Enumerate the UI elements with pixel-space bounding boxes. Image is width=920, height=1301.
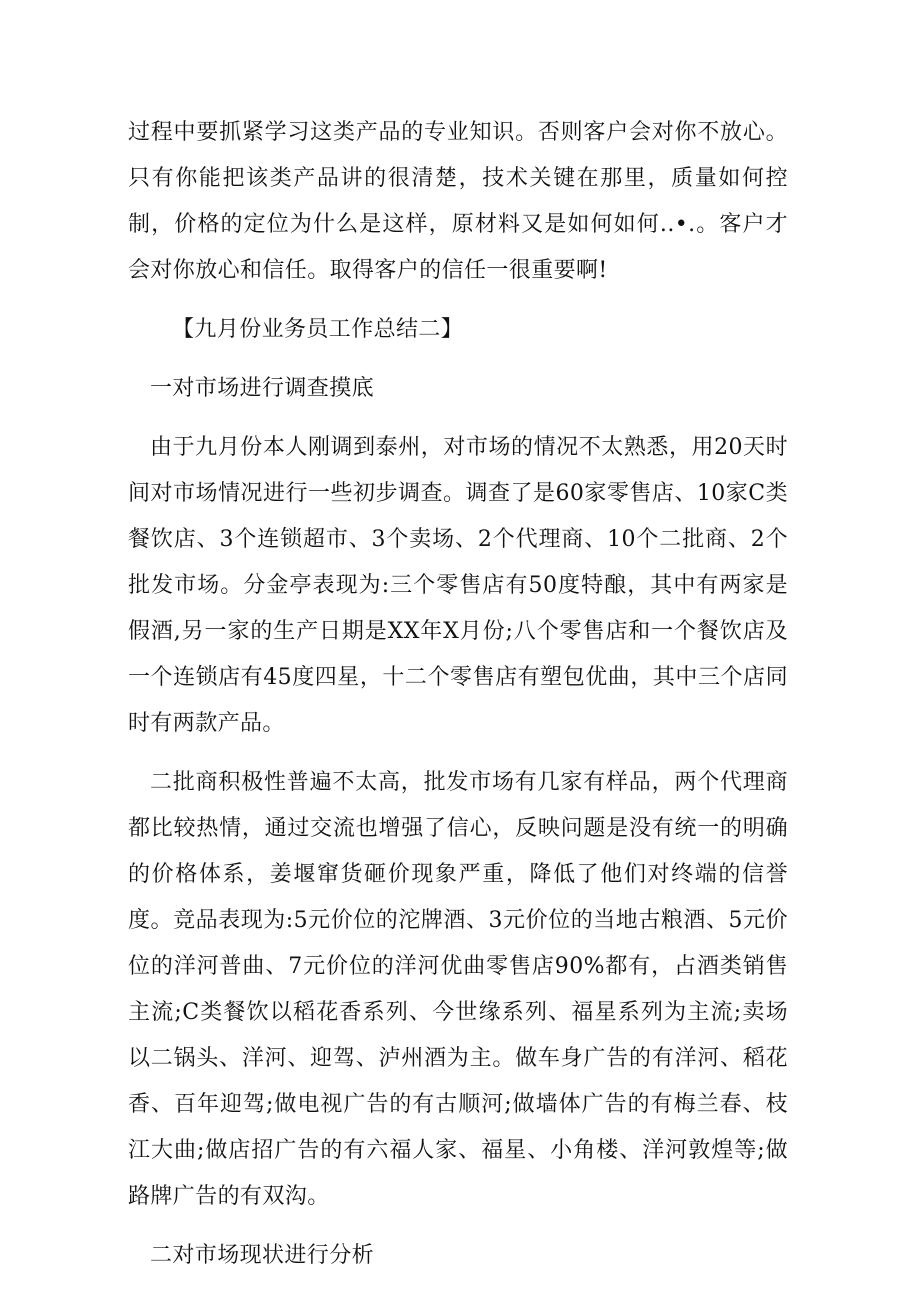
document-body: [128, 110, 788, 1292]
section-title: 【九月份业务员工作总结二】: [172, 317, 464, 342]
subheading-market-analysis: 二对市场现状进行分析: [150, 1243, 375, 1268]
subheading-market-survey: 一对市场进行调查摸底: [150, 376, 375, 401]
paragraph-survey-details: 由于九月份本人刚调到泰州，对市场的情况不太熟悉，用20天时间对市场情况进行一些初步调查。调查了是60家零售店、10家C类餐饮店、3个连锁超市、3个卖场、2个代理商、10个二批商、2个批发市场。分金亭表现为:三个零售店有50度特酿，其中有两家是假酒,另一家的生产日期是XX年X月份;八个零售店和一个餐饮店及一个连锁店有45度四星，十二个零售店有塑包优曲，其中三个店同时有两款产品。: [128, 435, 788, 736]
paragraph-intro: 过程中要抓紧学习这类产品的专业知识。否则客户会对你不放心。只有你能把该类产品讲的很清楚，技术关键在那里，质量如何控制，价格的定位为什么是这样，原材料又是如何如何..•.。客户才会对你放心和信任。取得客户的信任一很重要啊!: [128, 120, 788, 283]
paragraph-competitor-analysis: 二批商积极性普遍不太高，批发市场有几家有样品，两个代理商都比较热情，通过交流也增强了信心，反映问题是没有统一的明确的价格体系，姜堰窜货砸价现象严重，降低了他们对终端的信誉度。竞品表现为:5元价位的沱牌酒、3元价位的当地古粮酒、5元价位的洋河普曲、7元价位的洋河优曲零售店90%都有，占酒类销售主流;C类餐饮以稻花香系列、今世缘系列、福星系列为主流;卖场以二锅头、洋河、迎驾、泸州酒为主。做车身广告的有洋河、稻花香、百年迎驾;做电视广告的有古顺河;做墙体广告的有梅兰春、枝江大曲;做店招广告的有六福人家、福星、小角楼、洋河敦煌等;做路牌广告的有双沟。: [128, 770, 788, 1209]
